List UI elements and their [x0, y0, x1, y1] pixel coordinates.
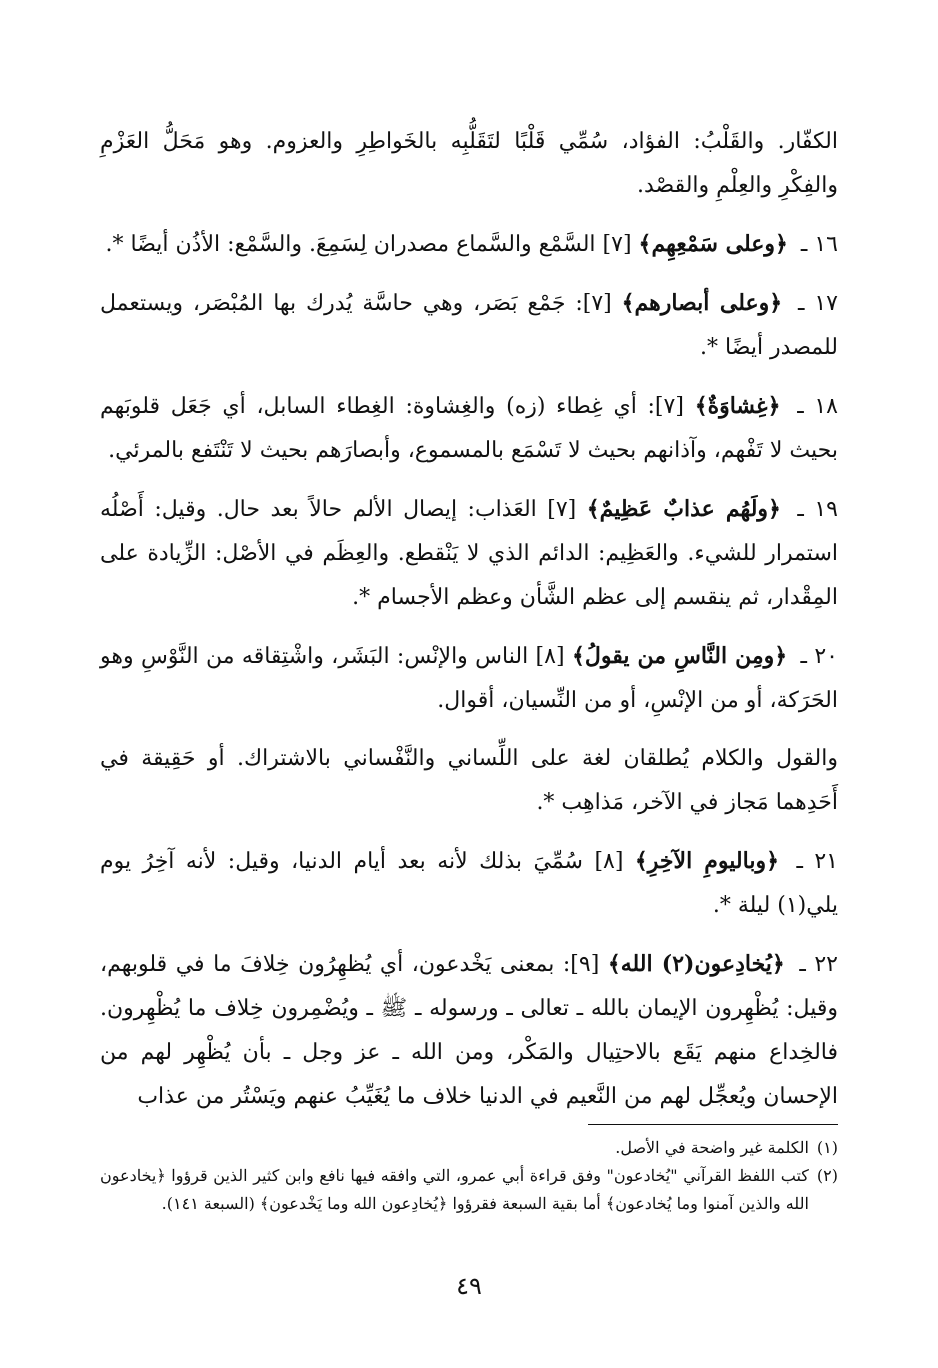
- quran-term: ﴿وعلى سَمْعِهِم﴾: [638, 231, 788, 257]
- entry-text: [٧]: جَمْع بَصَر، وهي حاسَّة يُدرك بها المُبْصَر، ويستعمل للمصدر أيضًا *.: [100, 291, 838, 360]
- entry-number: ١٧ ـ: [798, 291, 838, 316]
- entry-number: ٢٠ ـ: [800, 644, 838, 669]
- footnote-text: الكلمة غير واضحة في الأصل.: [615, 1138, 809, 1157]
- entry-text: [٧] السَّمْع والسَّماع مصدران لِسَمِعَ. والسَّمْع: الأذُن أيضًا *.: [105, 232, 632, 257]
- footnote: [100, 1134, 838, 1162]
- footnote-marker: (٢): [816, 1166, 838, 1185]
- entry-text: [٧] العَذاب: إيصال الألم حالاً بعد حال. وقيل: أَصْلُه استمرار للشيء. والعَظِيم: الدائم الذي لا يَنْقطع. والعِظَم في الأصْل: الزِّيادة على المِقْدار، ثم ينقسم إلى عظم الشَّأن وعظم الأجسام *.: [100, 497, 838, 610]
- entry-number: ٢٢ ـ: [799, 952, 838, 977]
- entry-text: [٨] سُمِّيَ بذلك لأنه بعد أيام الدنيا، وقيل: لأنه آخِرُ يوم يلي(١) ليلة *.: [100, 849, 838, 918]
- main-text: [100, 120, 838, 1133]
- quran-term: ﴿غِشاوَةٌ﴾: [694, 393, 781, 419]
- entry-20: [100, 634, 838, 723]
- entry-17: [100, 281, 838, 370]
- entry-number: ١٩ ـ: [797, 497, 838, 522]
- paragraph-text: الكفّار. والقَلْبُ: الفؤاد، سُمِّي قَلْبًا لتَقَلُّبِه بالخَواطِرِ والعزوم. وهو مَحَلُّ العَزْمِ والفِكْرِ والعِلْمِ والقصْد.: [100, 129, 838, 198]
- page-number: ٤٩: [456, 1272, 482, 1300]
- paragraph-text: والقول والكلام يُطلقان لغة على اللِّساني والنَّفْساني بالاشتراك. أو حَقِيقة في أَحَدِهما مَجاز في الآخر، مَذاهِب *.: [100, 746, 838, 815]
- footnotes: [100, 1134, 838, 1218]
- entry-text: [٧]: أي غِطاء (زه) والغِشاوة: الغِطاء السابل، أي جَعَل قلوبَهم بحيث لا تَفْهم، وآذانهم بحيث لا تَسْمَع بالمسموع، وأبصارَهم بحيث لا تَنْتَفع بالمرئي.: [100, 394, 838, 463]
- footnote-text: كتب اللفظ القرآني "يُخادعون" وفق قراءة أبي عمرو، التي وافقه فيها نافع وابن كثير الذين قرؤوا ﴿يخادعون الله والذين آمنوا وما يُخادعون﴾ أما بقية السبعة فقرؤوا ﴿يُخادِعون الله وما يَخْدعون﴾ (السبعة ١٤١).: [100, 1166, 809, 1213]
- entry-22: [100, 942, 838, 1119]
- paragraph: [100, 120, 838, 208]
- entry-16: [100, 222, 838, 267]
- entry-21: [100, 839, 838, 928]
- entry-number: ٢١ ـ: [796, 849, 838, 874]
- quran-term: ﴿وباليومِ الآخِرِ﴾: [634, 848, 779, 874]
- entry-18: [100, 384, 838, 473]
- entry-number: ١٦ ـ: [800, 232, 838, 257]
- quran-term: ﴿وعلى أبصارهم﴾: [621, 290, 783, 316]
- quran-term: ﴿يُخادِعون(٢) الله﴾: [607, 951, 785, 977]
- footnote-divider: [588, 1124, 838, 1125]
- entry-text: [٨] الناس والإنْس: البَشَر، واشْتِقاقه من النَّوْسِ وهو الحَرَكة، أو من الإنْسِ، أو من النِّسيان، أقوال.: [100, 644, 838, 713]
- entry-text: [٩]: بمعنى يَخْدعون، أي يُظهِرُون خِلافَ ما في قلوبهم، وقيل: يُظْهِرون الإيمان بالله ـ تعالى ـ ورسوله ـ ﷺ ـ ويُضْمِرون خِلاف ما يُظْهِرون. فالخِداع منهم يَقَع بالاحتِيال والمَكْر، ومن الله ـ عز وجل ـ بأن يُظْهِر لهم من الإحسان ويُعجِّل لهم من النَّعيم في الدنيا خلاف ما يُغَيِّبُ عنهم ويَسْتُر من عذاب: [100, 952, 838, 1109]
- footnote-marker: (١): [816, 1138, 838, 1157]
- footnote: [100, 1162, 838, 1218]
- entry-number: ١٨ ـ: [797, 394, 838, 419]
- quran-term: ﴿ولَهُم عذابٌ عَظِيمٌ﴾: [586, 496, 781, 522]
- quran-term: ﴿ومِن النَّاسِ من يقولُ﴾: [571, 643, 788, 669]
- paragraph: [100, 737, 838, 825]
- entry-19: [100, 487, 838, 620]
